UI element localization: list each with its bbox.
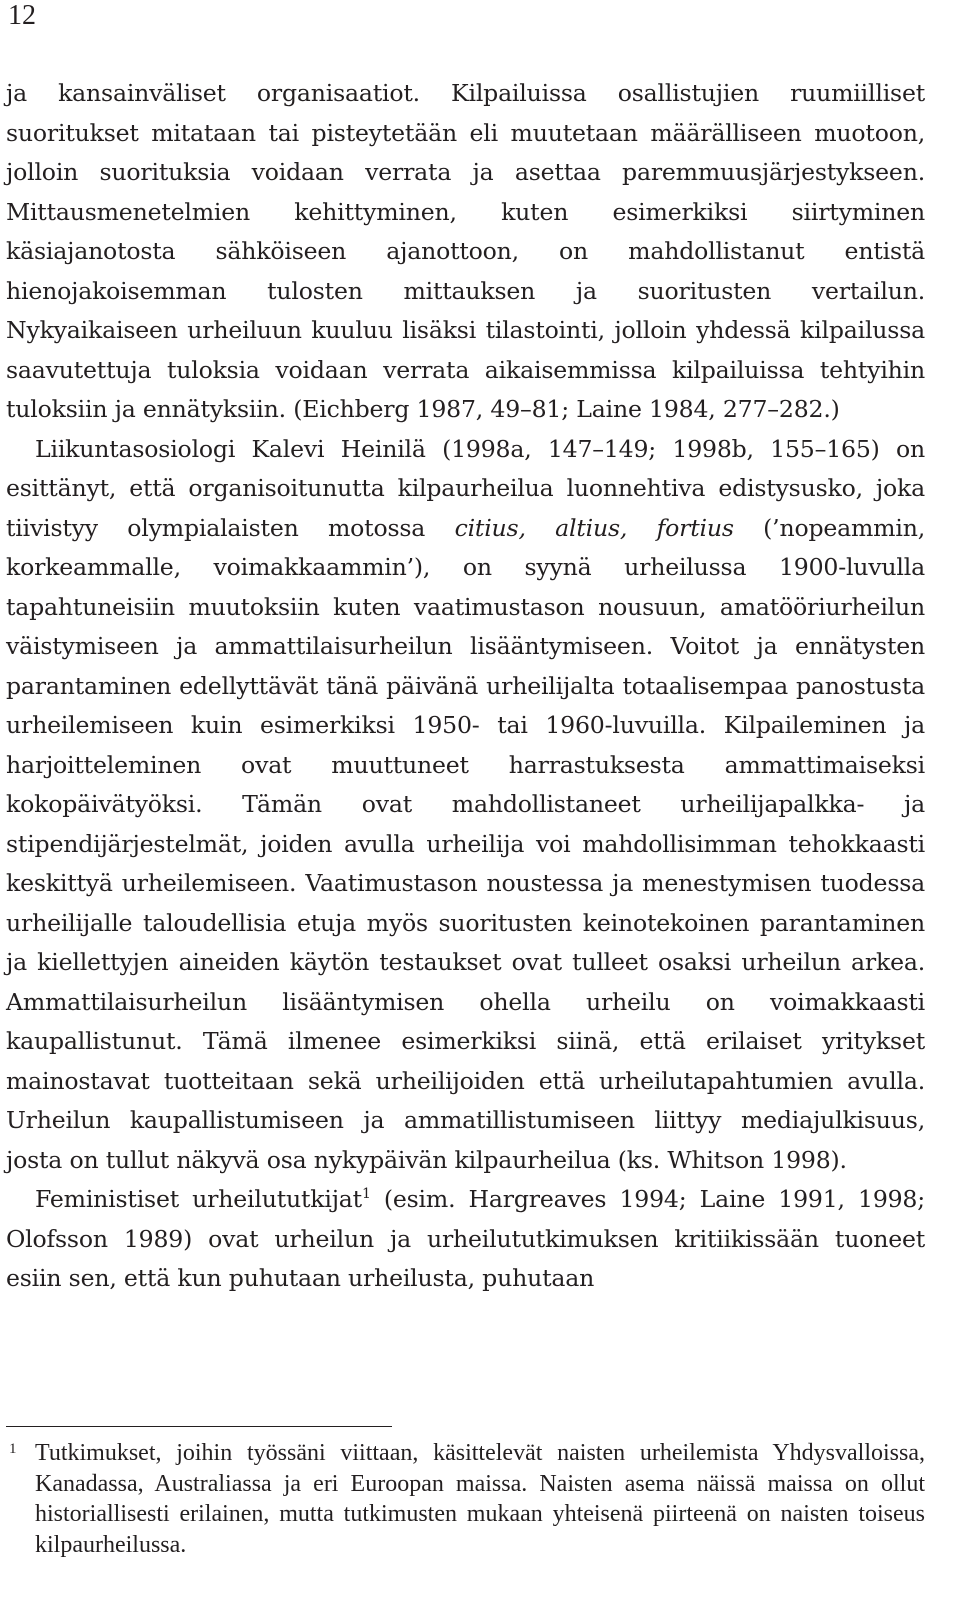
paragraph-3-text-end: (esim. Hargreaves 1994; Laine 1991, 1998; Olofsson 1989) ovat urheilun ja urheilututkimuksen kritiikissään tuoneet esiin sen, että kun puhutaan urheilusta, puhutaan <box>6 1185 925 1292</box>
paragraph-1: ja kansainväliset organisaatiot. Kilpailuissa osallistujien ruumiilliset suoritukset mitataan tai pisteytetään eli muutetaan määrälliseen muotoon, jolloin suorituksia voidaan verrata ja asettaa paremmuusjärjestykseen. Mittausmenetelmien kehittyminen, kuten esimerkiksi siirtyminen käsiajanotosta sähköiseen ajanottoon, on mahdollistanut entistä hienojakoisemman tulosten mittauksen ja suoritusten vertailun. Nykyaikaiseen urheiluun kuuluu lisäksi tilastointi, jolloin yhdessä kilpailussa saavutettuja tuloksia voidaan verrata aikaisemmissa kilpailuissa tehtyihin tuloksiin ja ennätyksiin. (Eichberg 1987, 49–81; Laine 1984, 277–282.) <box>6 79 925 423</box>
footnote-text: Tutkimukset, joihin työssäni viittaan, käsittelevät naisten urheilemista Yhdysvalloissa, Kanadassa, Australiassa ja eri Euroopan maissa. Naisten asema näissä maissa on ollut historiallisesti erilainen, mutta tutkimusten mukaan yhteisenä piirteenä on naisten toiseus kilpaurheilussa. <box>35 1440 925 1558</box>
page-number: 12 <box>8 0 36 31</box>
paragraph-3-text-start: Feministiset urheilututkijat <box>35 1185 362 1213</box>
footnote-marker: 1 <box>9 1441 17 1457</box>
paragraph-3 <box>6 1180 925 1299</box>
body-text <box>6 74 925 1299</box>
footnote-reference[interactable]: 1 <box>361 1186 371 1202</box>
paragraph-2-text-end: (’nopeammin, korkeammalle, voimakkaammin’), on syynä urheilussa 1900-luvulla tapahtuneisiin muutoksiin kuten vaatimustason nousuun, amatööriurheilun väistymiseen ja ammattilaisurheilun lisääntymiseen. Voitot ja ennätysten parantaminen edellyttävät tänä päivänä urheilijalta totaalisempaa panostusta urheilemiseen kuin esimerkiksi 1950- tai 1960-luvuilla. Kilpaileminen ja harjoitteleminen ovat muuttuneet harrastuksesta ammattimaiseksi kokopäivätyöksi. Tämän ovat mahdollistaneet urheilijapalkka- ja stipendijärjestelmät, joiden avulla urheilija voi mahdollisimman tehokkaasti keskittyä urheilemiseen. Vaatimustason noustessa ja menestymisen tuodessa urheilijalle taloudellisia etuja myös suoritusten keinotekoinen parantaminen ja kiellettyjen aineiden käytön testaukset ovat tulleet osaksi urheilun arkea. Ammattilaisurheilun lisääntymisen ohella urheilu on voimakkaasti kaupallistunut. Tämä ilmenee esimerkiksi siinä, että erilaiset yritykset mainostavat tuotteitaan sekä urheilijoiden että urheilutapahtumien avulla. Urheilun kaupallistumiseen ja ammatillistumiseen liittyy mediajulkisuus, josta on tullut näkyvä osa nykypäivän kilpaurheilua (ks. Whitson 1998). <box>6 513 926 1174</box>
footnote <box>6 1438 925 1560</box>
olympic-motto: citius, altius, fortius <box>454 513 734 542</box>
paragraph-2 <box>6 430 925 1181</box>
paragraph-2-text-start: Liikuntasosiologi Kalevi Heinilä (1998a, 147–149; 1998b, 155–165) on esittänyt, että organisoitunutta kilpaurheilua luonnehtiva edistysusko, joka tiivistyy olympialaisten motossa <box>6 434 925 542</box>
footnote-divider <box>6 1426 392 1427</box>
